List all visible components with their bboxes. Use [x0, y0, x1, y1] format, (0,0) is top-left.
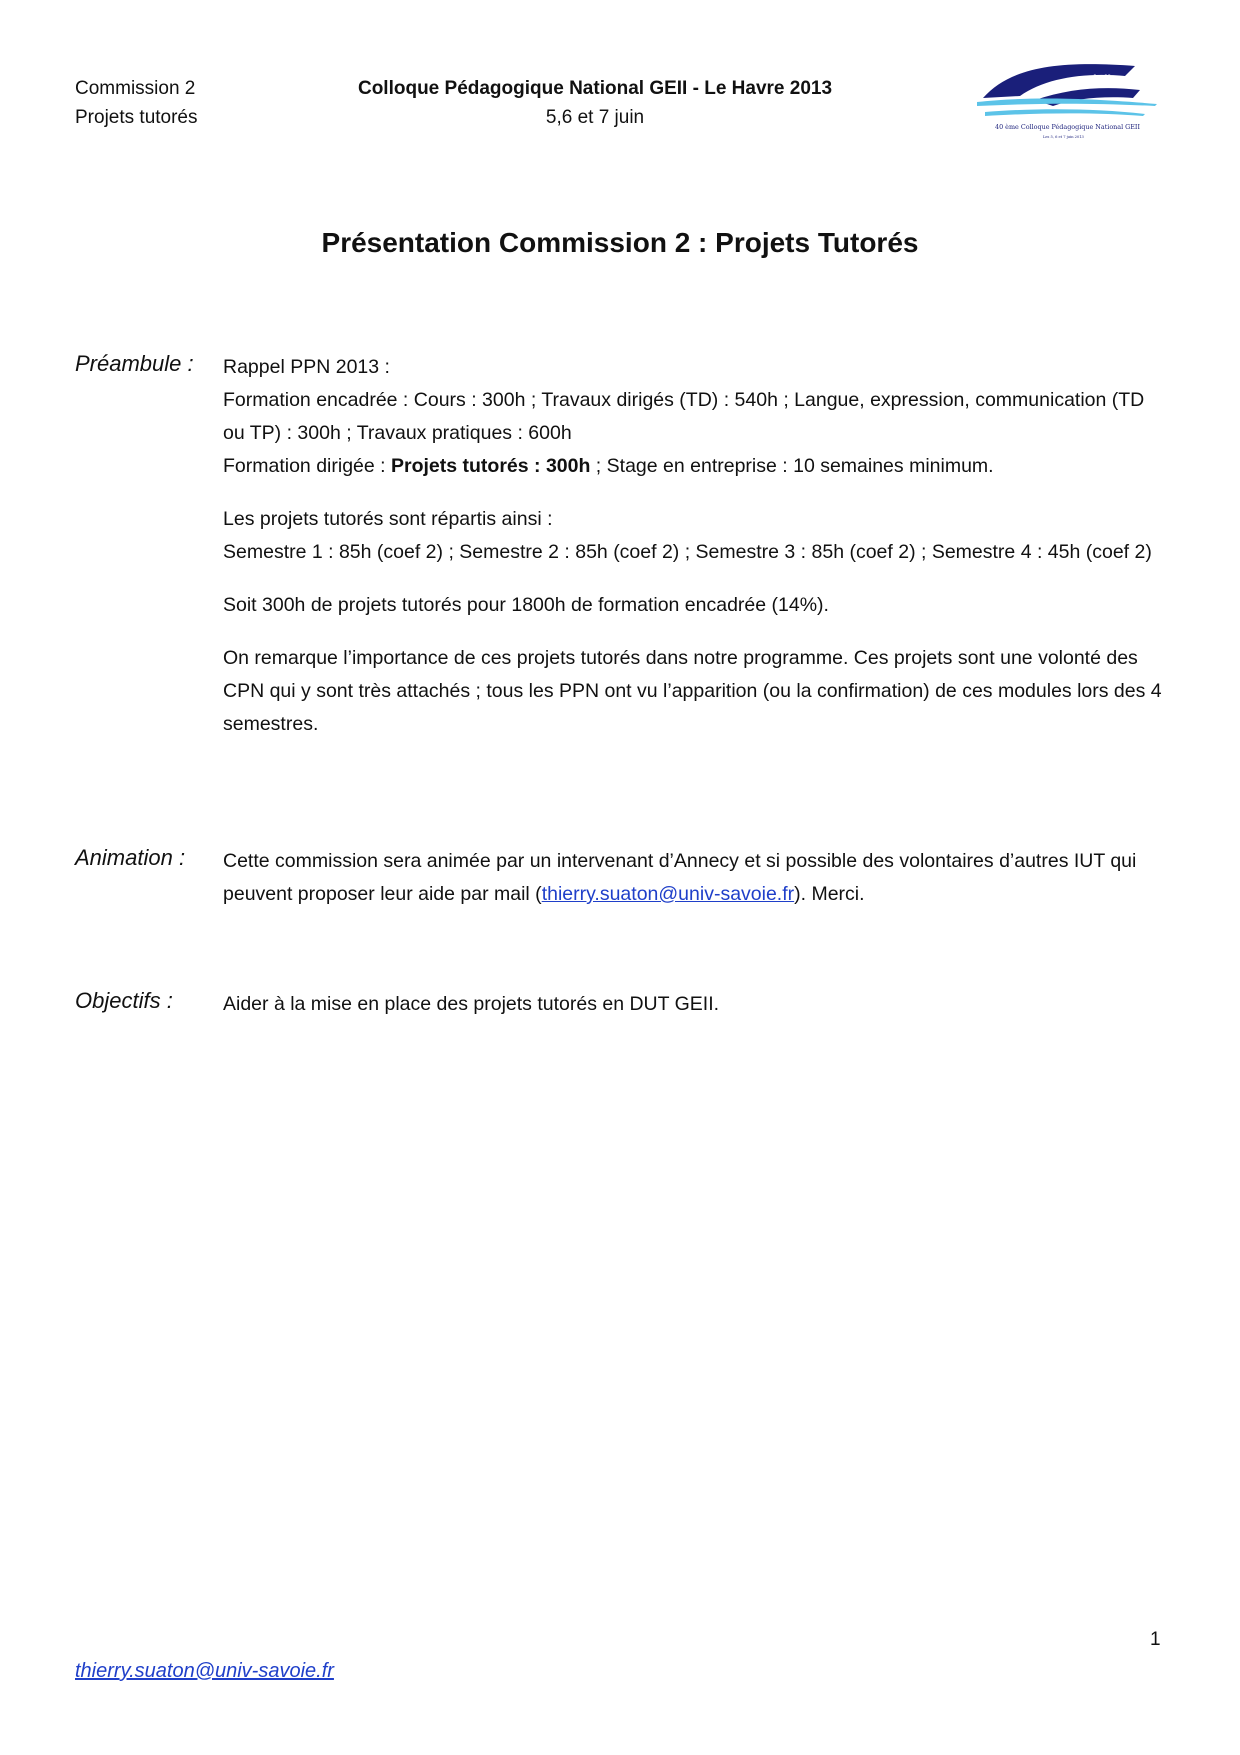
header-left	[75, 74, 198, 132]
logo-light-wave-icon	[977, 99, 1157, 107]
preambule-formation-encadree: Formation encadrée : Cours : 300h ; Travaux dirigés (TD) : 540h ; Langue, expression, communication (TD ou TP) : 300h ; Travaux pratiques : 600h	[223, 389, 1145, 444]
preambule-paragraph-2	[223, 503, 1168, 569]
animation-email-link[interactable]: thierry.suaton@univ-savoie.fr	[541, 883, 795, 905]
footer-email-link[interactable]: thierry.suaton@univ-savoie.fr	[75, 1660, 334, 1682]
preambule-label: Préambule :	[75, 351, 194, 376]
preambule-paragraph-3: Soit 300h de projets tutorés pour 1800h de formation encadrée (14%).	[223, 594, 829, 616]
preambule-recall: Rappel PPN 2013 :	[223, 356, 390, 378]
logo-place-text: Le Havre	[1093, 74, 1126, 82]
colloque-logo	[975, 58, 1165, 154]
objectifs-label: Objectifs :	[75, 988, 173, 1013]
preambule-body	[223, 351, 1168, 761]
formation-dirigee-suffix: ; Stage en entreprise : 10 semaines minimum.	[590, 455, 994, 477]
header-center	[300, 74, 890, 132]
header-topic: Projets tutorés	[75, 107, 198, 128]
objectifs-text: Aider à la mise en place des projets tutorés en DUT GEII.	[223, 993, 720, 1015]
animation-text-prefix: Cette commission sera animée par un intervenant d’Annecy et si possible des volontaires d’autres IUT qui peuvent proposer leur aide par mail (	[223, 850, 1137, 905]
formation-dirigee-bold: Projets tutorés : 300h	[391, 455, 591, 477]
animation-paragraph	[223, 845, 1168, 911]
animation-text-suffix: ). Merci.	[794, 883, 865, 905]
logo-dates-text: Les 5, 6 et 7 juin 2013	[1043, 135, 1084, 139]
header-event-title: Colloque Pédagogique National GEII - Le Havre 2013	[357, 78, 833, 99]
preambule-paragraph-4: On remarque l’importance de ces projets tutorés dans notre programme. Ces projets sont une volonté des CPN qui y sont très attachés ; tous les PPN ont vu l’apparition (ou la confirmation) de ces modules lors des 4 semestres.	[223, 647, 1162, 735]
animation-body	[223, 845, 1168, 931]
animation-label: Animation :	[75, 845, 186, 870]
preambule-repartition-intro: Les projets tutorés sont répartis ainsi :	[223, 508, 553, 530]
preambule-paragraph-1	[223, 351, 1168, 483]
page-title: Présentation Commission 2 : Projets Tutorés	[321, 227, 919, 258]
page-number: 1	[1150, 1629, 1161, 1650]
formation-dirigee-prefix: Formation dirigée :	[223, 455, 391, 477]
preambule-formation-dirigee	[223, 450, 1168, 483]
logo-caption-text: 40 ème Colloque Pédagogique National GEII	[995, 123, 1140, 131]
header-dates: 5,6 et 7 juin	[545, 107, 645, 128]
preambule-semestres: Semestre 1 : 85h (coef 2) ; Semestre 2 : 85h (coef 2) ; Semestre 3 : 85h (coef 2) ; Semestre 4 : 45h (coef 2)	[223, 541, 1152, 563]
header-commission: Commission 2	[75, 78, 196, 99]
objectifs-body	[223, 988, 1168, 1041]
